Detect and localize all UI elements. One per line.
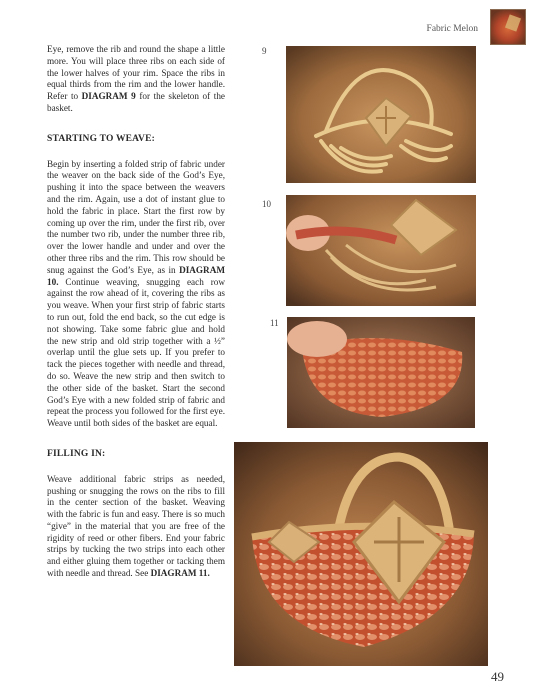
diagram-11-label: 11 xyxy=(270,318,279,328)
intro-end-text: for the skeleton of the basket. xyxy=(47,91,225,113)
instructions-text-column xyxy=(47,44,225,580)
diagram-9-label: 9 xyxy=(262,46,267,56)
weave-text-2: Continue weaving, snugging each row against the row ahead of it, covering the ribs as you weave. When your first strip of fabric starts to run out, fold the end back, so the cut edge is not showing. Take some fabric glue and hold the new strip and old strip together with a ½” overlap until the glue sets up. If you prefer to tack the pieces together with needle and thread, do so. Weave the new strip and then switch to the other side of the basket. Start the second God’s Eye with a new folded strip of fabric and repeat the process you followed for the first eye. Weave until both sides of the basket are equal. xyxy=(47,276,225,429)
basket-thumbnail-icon xyxy=(490,9,526,45)
diagram-11-reference: DIAGRAM 11. xyxy=(150,568,210,579)
basket-skeleton-photo xyxy=(286,46,476,183)
intro-paragraph xyxy=(47,44,225,115)
weave-paragraph xyxy=(47,159,225,430)
filling-text: Weave additional fabric strips as needed, pushing or snugging the rows on the ribs to fill in the center section of the basket. Weaving with the fabric is fun and easy. There is so much “give” in the material that you are free of the rigidity of reed or other fibers. End your fabric strips by tucking the two strips into each other and either gluing them together or tacking them with needle and thread. See xyxy=(47,473,225,579)
heading-filling-in: FILLING IN: xyxy=(47,448,106,459)
fabric-woven-basket-photo xyxy=(287,317,475,428)
weave-text-1: Begin by inserting a folded strip of fabric under the weaver on the back side of the God’s Eye, pushing it into the space between the weavers and the rim. Again, use a dot of instant glue to hold the fabric in place. Start the first row by coming up over the rim, under the first rib, over the number two rib, under the number three rib, over the lower handle and under and over the other three ribs and the rim. This row should be snug against the God’s Eye, as in xyxy=(47,158,225,275)
diagram-10-reference: DIAGRAM 10. xyxy=(47,264,225,287)
finished-fabric-melon-basket-photo xyxy=(234,442,488,666)
intro-text: Eye, remove the rib and round the shape a little more. You will place three ribs on each side of the lower halves of your rim. Space the ribs in equal thirds from the rim and the lower handle. Refer to xyxy=(47,44,225,102)
diagram-9-reference: DIAGRAM 9 xyxy=(81,91,136,102)
running-header-title: Fabric Melon xyxy=(426,24,478,34)
first-row-weaving-photo xyxy=(286,195,476,306)
filling-paragraph xyxy=(47,474,225,580)
page-number: 49 xyxy=(491,669,504,684)
diagram-10-label: 10 xyxy=(262,199,271,209)
heading-starting-to-weave: STARTING TO WEAVE: xyxy=(47,133,155,144)
